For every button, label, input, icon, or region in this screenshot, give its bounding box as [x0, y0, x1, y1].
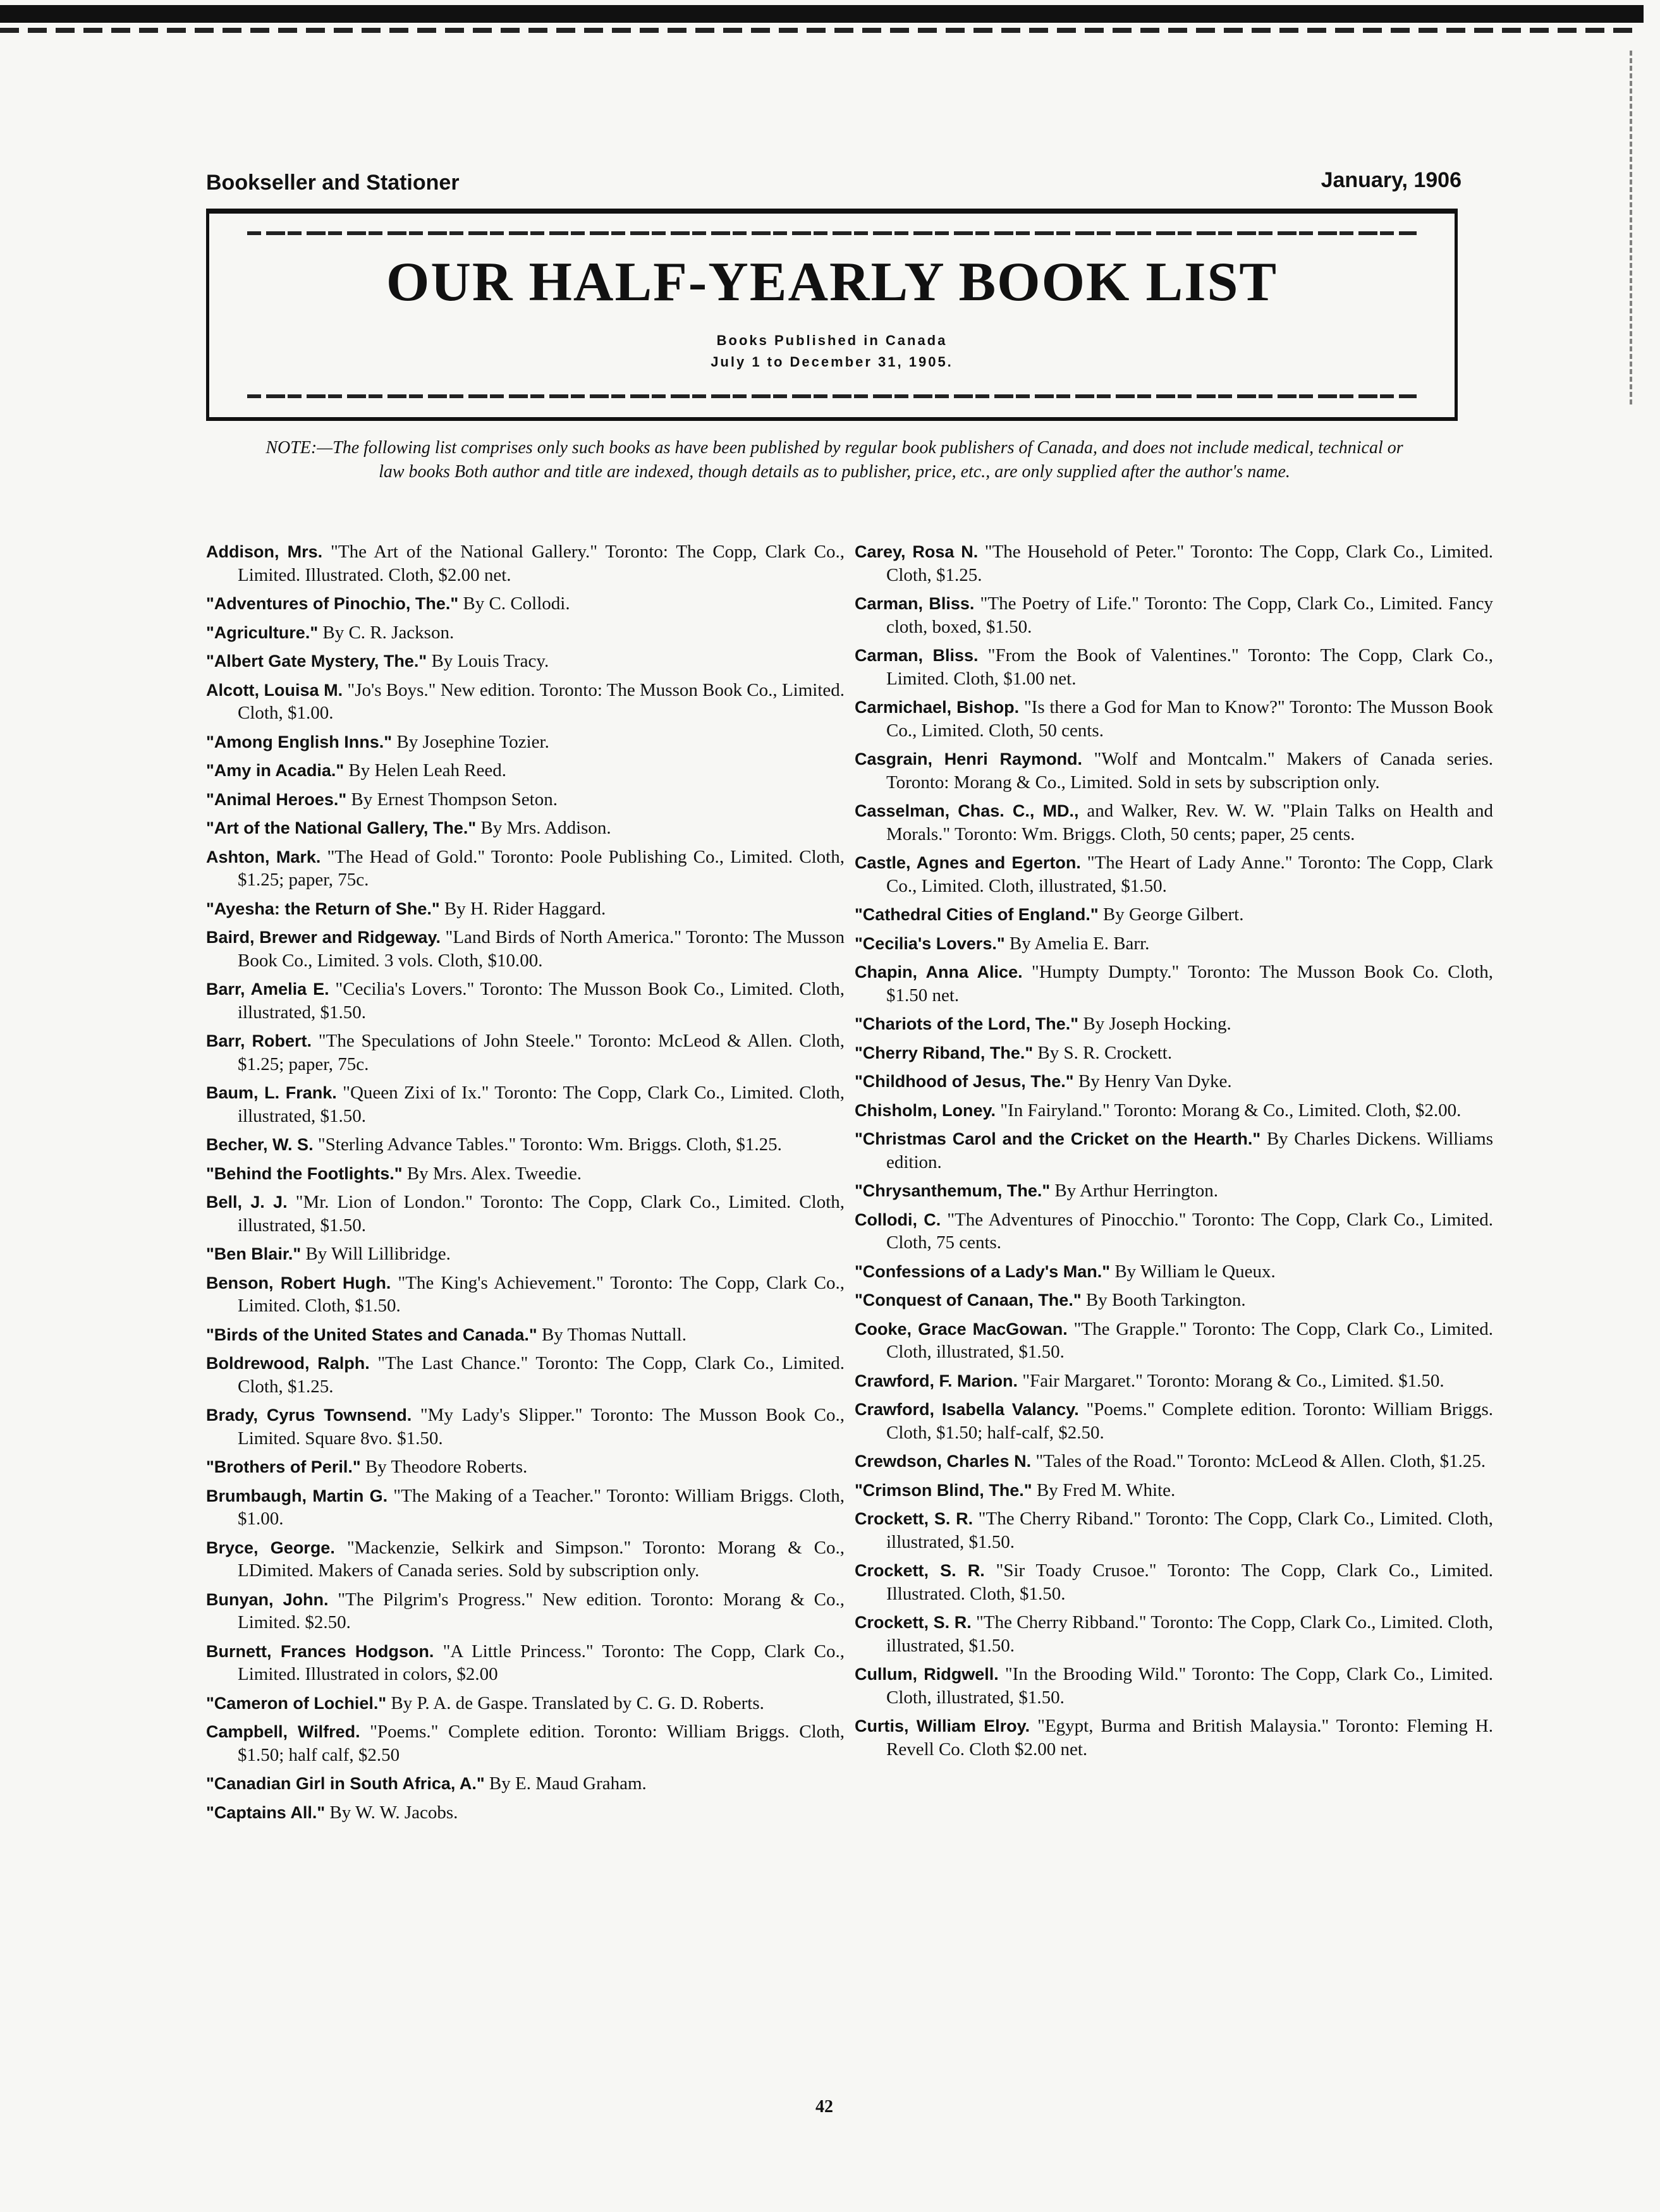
entry-details: "The Art of the National Gallery." Toronto: The Copp, Clark Co., Limited. Illustrated. Cloth, $2.00 net. [238, 542, 845, 585]
entry-details: "The Making of a Teacher." Toronto: William Briggs. Cloth, $1.00. [238, 1485, 845, 1529]
entry-heading: "Chrysanthemum, The." [855, 1181, 1051, 1200]
book-entry [855, 799, 1493, 846]
page-title: OUR HALF-YEARLY BOOK LIST [386, 252, 1278, 313]
entry-details: "Is there a God for Man to Know?" Toronto: The Musson Book Co., Limited. Cloth, 50 cents. [886, 697, 1493, 741]
book-entry [206, 1081, 845, 1127]
entry-heading: Benson, Robert Hugh. [206, 1273, 391, 1292]
entry-heading: "Cathedral Cities of England." [855, 905, 1099, 924]
editorial-note: NOTE:—The following list comprises only such books as have been published by regular book publishers of Canada, and does not include medical, technical or law books Both author and title are indexed, though details as to publisher, price, etc., are only supplied after the author's name. [265, 438, 1403, 482]
book-entry [206, 1323, 845, 1347]
book-entry [855, 1611, 1493, 1657]
title-box [206, 209, 1458, 421]
book-entry [206, 1191, 845, 1237]
book-entry [206, 897, 845, 921]
entry-details: "The King's Achievement." Toronto: The Copp, Clark Co., Limited. Cloth, $1.50. [238, 1272, 845, 1316]
book-entry [206, 1243, 845, 1266]
book-entry [855, 1289, 1493, 1312]
entry-heading: Burnett, Frances Hodgson. [206, 1641, 434, 1661]
entry-details: "The Pilgrim's Progress." New edition. Toronto: Morang & Co., Limited. $2.50. [238, 1589, 845, 1632]
entry-heading: Cooke, Grace MacGowan. [855, 1319, 1068, 1339]
entry-heading: "Childhood of Jesus, The." [855, 1072, 1074, 1091]
book-entry [206, 679, 845, 725]
entry-heading: "Cameron of Lochiel." [206, 1693, 387, 1713]
entry-details: "The Poetry of Life." Toronto: The Copp, Clark Co., Limited. Fancy cloth, boxed, $1.50. [886, 593, 1494, 637]
entry-heading: Casgrain, Henri Raymond. [855, 750, 1083, 769]
book-entry [206, 1485, 845, 1531]
entry-details: "Land Birds of North America." Toronto: The Musson Book Co., Limited. 3 vols. Cloth, $10.00. [238, 927, 845, 971]
book-entry [206, 1133, 845, 1157]
book-entry [855, 1208, 1493, 1255]
entry-heading: "Art of the National Gallery, The." [206, 818, 477, 837]
entry-details: By C. Collodi. [458, 593, 570, 614]
entry-heading: "Behind the Footlights." [206, 1164, 403, 1183]
entry-heading: "Birds of the United States and Canada." [206, 1325, 537, 1344]
left-column [206, 540, 845, 1830]
entry-details: "Poems." Complete edition. Toronto: William Briggs. Cloth, $1.50; half calf, $2.50 [238, 1722, 845, 1765]
book-entry [855, 1663, 1493, 1709]
entry-heading: Crawford, Isabella Valancy. [855, 1400, 1079, 1419]
entry-details: "Tales of the Road." Toronto: McLeod & Allen. Cloth, $1.25. [1031, 1451, 1486, 1471]
entry-heading: "Brothers of Peril." [206, 1457, 361, 1476]
book-entry [206, 1404, 845, 1450]
entry-details: By Ernest Thompson Seton. [346, 789, 558, 810]
entry-details: "The Cherry Riband." Toronto: The Copp, Clark Co., Limited. Cloth, illustrated, $1.50. [886, 1509, 1494, 1552]
entry-heading: Becher, W. S. [206, 1135, 314, 1154]
entry-details: "From the Book of Valentines." Toronto: The Copp, Clark Co., Limited. Cloth, $1.00 net. [886, 645, 1493, 689]
book-entry [206, 788, 845, 811]
entry-heading: Collodi, C. [855, 1210, 941, 1229]
book-entry [855, 903, 1493, 927]
book-entry [206, 759, 845, 782]
book-entry [206, 1352, 845, 1398]
book-entry [855, 1099, 1493, 1122]
entry-heading: Brumbaugh, Martin G. [206, 1486, 388, 1505]
entry-details: "In the Brooding Wild." Toronto: The Copp, Clark Co., Limited. Cloth, illustrated, $1.50. [886, 1664, 1493, 1708]
entry-heading: Chisholm, Loney. [855, 1100, 996, 1120]
book-entry [855, 1450, 1493, 1473]
entry-details: "The Grapple." Toronto: The Copp, Clark Co., Limited. Cloth, illustrated, $1.50. [886, 1318, 1493, 1362]
entry-details: "My Lady's Slipper." Toronto: The Musson Book Co., Limited. Square 8vo. $1.50. [238, 1405, 845, 1449]
book-entry [206, 1640, 845, 1686]
entry-details: By Fred M. White. [1032, 1480, 1176, 1500]
entry-details: "The Cherry Ribband." Toronto: The Copp, Clark Co., Limited. Cloth, illustrated, $1.50. [886, 1612, 1493, 1656]
entry-heading: "Among English Inns." [206, 732, 393, 751]
entry-details: "Poems." Complete edition. Toronto: William Briggs. Cloth, $1.50; half-calf, $2.50. [886, 1399, 1493, 1443]
entry-heading: Barr, Robert. [206, 1031, 312, 1050]
publication-name: Bookseller and Stationer [206, 171, 460, 195]
entry-heading: "Confessions of a Lady's Man." [855, 1261, 1111, 1281]
entry-details: By Joseph Hocking. [1078, 1014, 1231, 1034]
entry-heading: Crockett, S. R. [855, 1509, 973, 1528]
entry-details: By Theodore Roberts. [360, 1457, 528, 1477]
entry-heading: Boldrewood, Ralph. [206, 1354, 370, 1373]
book-entry [206, 1720, 845, 1766]
book-entry [855, 1507, 1493, 1553]
entry-details: "Humpty Dumpty." Toronto: The Musson Book Co. Cloth, $1.50 net. [886, 962, 1493, 1006]
book-entry [855, 592, 1493, 638]
entry-details: By H. Rider Haggard. [439, 898, 606, 919]
book-entry [855, 1179, 1493, 1203]
entry-heading: "Animal Heroes." [206, 789, 347, 809]
book-entry [855, 540, 1493, 586]
entry-details: "Mr. Lion of London." Toronto: The Copp, Clark Co., Limited. Cloth, illustrated, $1.50. [238, 1192, 845, 1236]
entry-heading: Carmichael, Bishop. [855, 698, 1020, 717]
book-entry [206, 1692, 845, 1715]
entry-details: By George Gilbert. [1098, 904, 1244, 925]
entry-details: "Sir Toady Crusoe." Toronto: The Copp, Clark Co., Limited. Illustrated. Cloth, $1.50. [886, 1560, 1494, 1604]
entry-details: "Queen Zixi of Ix." Toronto: The Copp, Clark Co., Limited. Cloth, illustrated, $1.50. [238, 1083, 845, 1126]
entry-details: By Louis Tracy. [427, 651, 549, 671]
entry-heading: Barr, Amelia E. [206, 980, 329, 999]
book-entry [855, 1070, 1493, 1093]
book-entry [206, 1455, 845, 1479]
entry-heading: Carey, Rosa N. [855, 542, 979, 561]
entry-heading: Crawford, F. Marion. [855, 1371, 1018, 1390]
entry-heading: "Chariots of the Lord, The." [855, 1014, 1079, 1033]
entry-heading: Carman, Bliss. [855, 646, 979, 665]
entry-details: By Josephine Tozier. [392, 731, 549, 752]
entry-heading: "Conquest of Canaan, The." [855, 1291, 1082, 1310]
subtitle-line-1: Books Published in Canada [716, 332, 948, 348]
entry-details: "Jo's Boys." New edition. Toronto: The Musson Book Co., Limited. Cloth, $1.00. [238, 679, 845, 723]
entry-details: By Charles Dickens. Williams edition. [886, 1129, 1493, 1172]
book-entry [206, 621, 845, 645]
entry-details: "The Head of Gold." Toronto: Poole Publishing Co., Limited. Cloth, $1.25; paper, 75c. [238, 846, 845, 890]
entry-details: By Arthur Herrington. [1050, 1181, 1218, 1201]
entry-heading: Castle, Agnes and Egerton. [855, 853, 1081, 872]
book-entry [855, 1559, 1493, 1605]
entry-details: and Walker, Rev. W. W. "Plain Talks on Health and Morals." Toronto: Wm. Briggs. Cloth, 50 cents; paper, 25 cents. [886, 801, 1493, 844]
entry-details: By Booth Tarkington. [1081, 1290, 1246, 1310]
entry-details: "The Heart of Lady Anne." Toronto: The Copp, Clark Co., Limited. Cloth, illustrated, $1.50. [886, 853, 1493, 896]
entry-heading: "Albert Gate Mystery, The." [206, 652, 427, 671]
entry-heading: Casselman, Chas. C., MD., [855, 801, 1079, 820]
book-entry [855, 1370, 1493, 1393]
title-rule-top [247, 231, 1417, 235]
title-rule-bottom [247, 394, 1417, 398]
book-entry [855, 1042, 1493, 1065]
entry-details: By Mrs. Addison. [476, 818, 611, 838]
top-scan-bar [0, 5, 1644, 23]
subtitle-line-2: July 1 to December 31, 1905. [711, 354, 953, 370]
entry-details: "A Little Princess." Toronto: The Copp, Clark Co., Limited. Illustrated in colors, $2.00 [238, 1641, 845, 1684]
entry-heading: Carman, Bliss. [855, 594, 975, 613]
book-entry [206, 1272, 845, 1318]
entry-heading: Campbell, Wilfred. [206, 1722, 360, 1741]
entry-heading: "Agriculture." [206, 623, 319, 642]
entry-details: "Egypt, Burma and British Malaysia." Toronto: Fleming H. Revell Co. Cloth $2.00 net. [886, 1716, 1493, 1759]
book-entry [855, 1127, 1493, 1174]
book-entry [855, 1012, 1493, 1036]
margin-scan-marks [1630, 51, 1649, 404]
entry-details: "The Adventures of Pinocchio." Toronto: The Copp, Clark Co., Limited. Cloth, 75 cents. [886, 1209, 1494, 1253]
entry-details: By Mrs. Alex. Tweedie. [402, 1163, 582, 1184]
entry-heading: Crockett, S. R. [855, 1613, 972, 1632]
entry-details: By Thomas Nuttall. [537, 1324, 687, 1345]
book-entry [206, 846, 845, 892]
entry-details: By P. A. de Gaspe. Translated by C. G. D. Roberts. [386, 1692, 764, 1713]
book-entry [206, 978, 845, 1024]
entry-heading: "Ayesha: the Return of She." [206, 899, 440, 918]
entry-details: By W. W. Jacobs. [325, 1802, 458, 1823]
entry-details: By Amelia E. Barr. [1004, 933, 1150, 954]
book-entry [855, 696, 1493, 742]
entry-heading: "Captains All." [206, 1802, 326, 1822]
entry-details: By S. R. Crockett. [1033, 1042, 1173, 1063]
book-entry [855, 644, 1493, 690]
entry-heading: "Cherry Riband, The." [855, 1043, 1034, 1062]
entry-heading: "Amy in Acadia." [206, 761, 345, 780]
entry-heading: "Adventures of Pinochio, The." [206, 594, 459, 613]
entry-details: "The Speculations of John Steele." Toronto: McLeod & Allen. Cloth, $1.25; paper, 75c. [238, 1031, 845, 1074]
entry-heading: "Ben Blair." [206, 1244, 302, 1263]
entry-heading: Bunyan, John. [206, 1589, 329, 1609]
entry-heading: Brady, Cyrus Townsend. [206, 1406, 412, 1425]
issue-date: January, 1906 [1321, 168, 1462, 192]
entry-details: "Sterling Advance Tables." Toronto: Wm. Briggs. Cloth, $1.25. [313, 1134, 782, 1155]
book-entry [206, 1801, 845, 1825]
book-entry [855, 851, 1493, 897]
entry-details: By Will Lillibridge. [301, 1244, 451, 1264]
entry-heading: Baum, L. Frank. [206, 1083, 337, 1102]
entry-heading: Ashton, Mark. [206, 847, 321, 866]
entry-details: By Helen Leah Reed. [344, 760, 507, 781]
book-entry [206, 817, 845, 840]
entry-heading: Crockett, S. R. [855, 1561, 985, 1580]
book-entry [206, 1588, 845, 1634]
entry-heading: Chapin, Anna Alice. [855, 963, 1023, 981]
book-entry [206, 650, 845, 673]
entry-heading: "Crimson Blind, The." [855, 1480, 1032, 1500]
book-entry [855, 932, 1493, 956]
book-entry [855, 1260, 1493, 1284]
book-entry [206, 731, 845, 754]
book-entry [206, 592, 845, 616]
entry-details: "The Last Chance." Toronto: The Copp, Clark Co., Limited. Cloth, $1.25. [238, 1353, 845, 1397]
book-entry [206, 1772, 845, 1796]
entry-details: "Mackenzie, Selkirk and Simpson." Toronto: Morang & Co., LDimited. Makers of Canada series. Sold by subscription only. [238, 1537, 845, 1581]
book-entry [855, 961, 1493, 1007]
entry-details: "Fair Margaret." Toronto: Morang & Co., Limited. $1.50. [1018, 1370, 1444, 1391]
book-entry [855, 1398, 1493, 1444]
entry-heading: Bryce, George. [206, 1538, 335, 1557]
book-entry [206, 1030, 845, 1076]
right-column [855, 540, 1493, 1766]
entry-details: By Henry Van Dyke. [1073, 1071, 1232, 1091]
book-entry [206, 1162, 845, 1186]
entry-details: "In Fairyland." Toronto: Morang & Co., Limited. Cloth, $2.00. [996, 1100, 1462, 1121]
book-entry [206, 1536, 845, 1583]
entry-details: "Wolf and Montcalm." Makers of Canada series. Toronto: Morang & Co., Limited. Sold in sets by subscription only. [886, 749, 1493, 793]
entry-details: By C. R. Jackson. [318, 622, 455, 643]
top-scan-rule [0, 28, 1637, 33]
page-number: 42 [815, 2097, 833, 2117]
book-entry [206, 926, 845, 972]
book-entry [855, 1318, 1493, 1364]
entry-heading: Cullum, Ridgwell. [855, 1665, 999, 1684]
entry-heading: "Christmas Carol and the Cricket on the Hearth." [855, 1129, 1261, 1148]
book-entry [855, 748, 1493, 794]
entry-details: By William le Queux. [1110, 1261, 1276, 1282]
entry-heading: "Cecilia's Lovers." [855, 933, 1005, 953]
entry-heading: Curtis, William Elroy. [855, 1717, 1030, 1735]
entry-heading: Crewdson, Charles N. [855, 1452, 1032, 1471]
book-entry [855, 1715, 1493, 1761]
entry-heading: Alcott, Louisa M. [206, 680, 343, 700]
entry-heading: Baird, Brewer and Ridgeway. [206, 928, 441, 947]
entry-details: By E. Maud Graham. [484, 1773, 647, 1794]
book-entry [855, 1479, 1493, 1502]
entry-heading: Bell, J. J. [206, 1193, 288, 1212]
entry-heading: "Canadian Girl in South Africa, A." [206, 1774, 485, 1793]
entry-details: "The Household of Peter." Toronto: The Copp, Clark Co., Limited. Cloth, $1.25. [886, 542, 1494, 585]
book-entry [206, 540, 845, 586]
entry-details: "Cecilia's Lovers." Toronto: The Musson Book Co., Limited. Cloth, illustrated, $1.50. [238, 979, 845, 1023]
entry-heading: Addison, Mrs. [206, 542, 323, 561]
